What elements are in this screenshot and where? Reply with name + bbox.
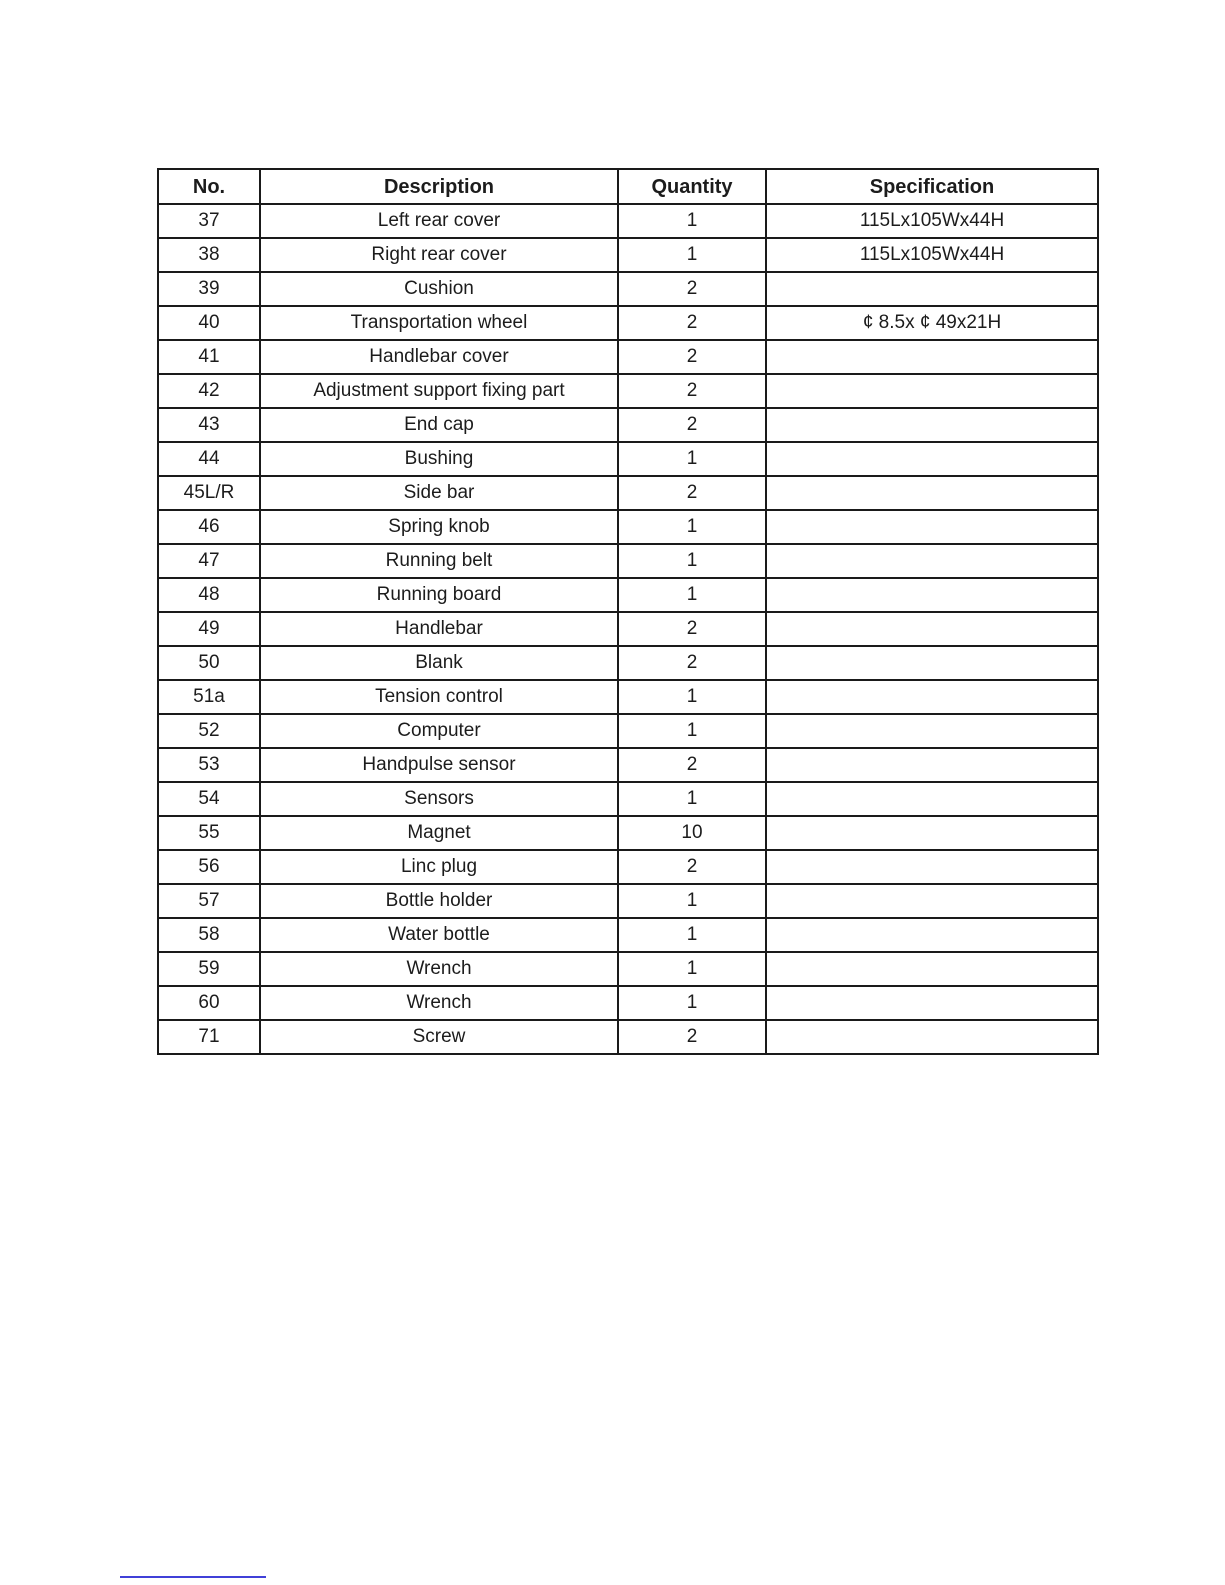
table-row <box>158 238 1098 272</box>
no-cell: 48 <box>158 578 260 612</box>
specification-cell <box>766 884 1098 918</box>
no-cell: 38 <box>158 238 260 272</box>
specification-cell <box>766 816 1098 850</box>
table-row <box>158 884 1098 918</box>
specification-cell <box>766 646 1098 680</box>
description-cell: Handlebar cover <box>260 340 618 374</box>
parts-table <box>157 168 1099 1055</box>
specification-cell <box>766 408 1098 442</box>
quantity-cell: 1 <box>618 578 766 612</box>
description-cell: Right rear cover <box>260 238 618 272</box>
description-cell: Side bar <box>260 476 618 510</box>
description-cell: Wrench <box>260 986 618 1020</box>
column-header-no: No. <box>158 169 260 204</box>
specification-cell <box>766 510 1098 544</box>
description-cell: Handlebar <box>260 612 618 646</box>
no-cell: 44 <box>158 442 260 476</box>
quantity-cell: 2 <box>618 1020 766 1054</box>
quantity-cell: 1 <box>618 510 766 544</box>
specification-cell <box>766 374 1098 408</box>
quantity-cell: 1 <box>618 238 766 272</box>
description-cell: Linc plug <box>260 850 618 884</box>
no-cell: 60 <box>158 986 260 1020</box>
quantity-cell: 1 <box>618 918 766 952</box>
quantity-cell: 2 <box>618 272 766 306</box>
specification-cell <box>766 782 1098 816</box>
table-row <box>158 782 1098 816</box>
specification-cell <box>766 986 1098 1020</box>
no-cell: 37 <box>158 204 260 238</box>
column-header-description: Description <box>260 169 618 204</box>
table-row <box>158 272 1098 306</box>
specification-cell <box>766 544 1098 578</box>
description-cell: Wrench <box>260 952 618 986</box>
specification-cell <box>766 714 1098 748</box>
description-cell: Adjustment support fixing part <box>260 374 618 408</box>
column-header-quantity: Quantity <box>618 169 766 204</box>
table-row <box>158 340 1098 374</box>
no-cell: 47 <box>158 544 260 578</box>
no-cell: 55 <box>158 816 260 850</box>
specification-cell <box>766 952 1098 986</box>
specification-cell: 115Lx105Wx44H <box>766 238 1098 272</box>
table-row <box>158 510 1098 544</box>
description-cell: Tension control <box>260 680 618 714</box>
description-cell: End cap <box>260 408 618 442</box>
table-row <box>158 612 1098 646</box>
table-row <box>158 646 1098 680</box>
no-cell: 43 <box>158 408 260 442</box>
no-cell: 45L/R <box>158 476 260 510</box>
quantity-cell: 2 <box>618 850 766 884</box>
description-cell: Handpulse sensor <box>260 748 618 782</box>
specification-cell: ¢ 8.5x ¢ 49x21H <box>766 306 1098 340</box>
specification-cell <box>766 272 1098 306</box>
description-cell: Computer <box>260 714 618 748</box>
description-cell: Running board <box>260 578 618 612</box>
specification-cell <box>766 680 1098 714</box>
quantity-cell: 2 <box>618 748 766 782</box>
table-row <box>158 374 1098 408</box>
specification-cell <box>766 850 1098 884</box>
specification-cell <box>766 612 1098 646</box>
quantity-cell: 2 <box>618 476 766 510</box>
quantity-cell: 2 <box>618 408 766 442</box>
table-row <box>158 1020 1098 1054</box>
specification-cell <box>766 340 1098 374</box>
no-cell: 41 <box>158 340 260 374</box>
quantity-cell: 1 <box>618 952 766 986</box>
table-row <box>158 680 1098 714</box>
table-row <box>158 204 1098 238</box>
description-cell: Blank <box>260 646 618 680</box>
quantity-cell: 2 <box>618 340 766 374</box>
table-row <box>158 714 1098 748</box>
no-cell: 46 <box>158 510 260 544</box>
description-cell: Left rear cover <box>260 204 618 238</box>
table-row <box>158 748 1098 782</box>
no-cell: 56 <box>158 850 260 884</box>
no-cell: 53 <box>158 748 260 782</box>
description-cell: Sensors <box>260 782 618 816</box>
table-row <box>158 306 1098 340</box>
specification-cell <box>766 476 1098 510</box>
footer-link-underline[interactable] <box>120 1576 266 1578</box>
quantity-cell: 10 <box>618 816 766 850</box>
column-header-specification: Specification <box>766 169 1098 204</box>
no-cell: 57 <box>158 884 260 918</box>
specification-cell <box>766 1020 1098 1054</box>
quantity-cell: 2 <box>618 612 766 646</box>
quantity-cell: 1 <box>618 204 766 238</box>
table-row <box>158 816 1098 850</box>
table-row <box>158 986 1098 1020</box>
specification-cell <box>766 442 1098 476</box>
table-row <box>158 544 1098 578</box>
no-cell: 54 <box>158 782 260 816</box>
quantity-cell: 2 <box>618 374 766 408</box>
quantity-cell: 2 <box>618 306 766 340</box>
description-cell: Bottle holder <box>260 884 618 918</box>
description-cell: Water bottle <box>260 918 618 952</box>
header-row <box>158 169 1098 204</box>
description-cell: Magnet <box>260 816 618 850</box>
no-cell: 50 <box>158 646 260 680</box>
table-row <box>158 476 1098 510</box>
specification-cell <box>766 748 1098 782</box>
table-row <box>158 850 1098 884</box>
no-cell: 40 <box>158 306 260 340</box>
description-cell: Screw <box>260 1020 618 1054</box>
quantity-cell: 1 <box>618 680 766 714</box>
quantity-cell: 1 <box>618 884 766 918</box>
specification-cell: 115Lx105Wx44H <box>766 204 1098 238</box>
table-row <box>158 442 1098 476</box>
description-cell: Transportation wheel <box>260 306 618 340</box>
quantity-cell: 2 <box>618 646 766 680</box>
quantity-cell: 1 <box>618 782 766 816</box>
description-cell: Bushing <box>260 442 618 476</box>
specification-cell <box>766 578 1098 612</box>
no-cell: 52 <box>158 714 260 748</box>
table-row <box>158 952 1098 986</box>
description-cell: Spring knob <box>260 510 618 544</box>
table-row <box>158 918 1098 952</box>
description-cell: Running belt <box>260 544 618 578</box>
no-cell: 71 <box>158 1020 260 1054</box>
no-cell: 58 <box>158 918 260 952</box>
description-cell: Cushion <box>260 272 618 306</box>
specification-cell <box>766 918 1098 952</box>
no-cell: 51a <box>158 680 260 714</box>
no-cell: 59 <box>158 952 260 986</box>
table-body <box>158 204 1098 1054</box>
quantity-cell: 1 <box>618 714 766 748</box>
no-cell: 49 <box>158 612 260 646</box>
no-cell: 39 <box>158 272 260 306</box>
no-cell: 42 <box>158 374 260 408</box>
table-row <box>158 578 1098 612</box>
quantity-cell: 1 <box>618 986 766 1020</box>
table-row <box>158 408 1098 442</box>
quantity-cell: 1 <box>618 442 766 476</box>
quantity-cell: 1 <box>618 544 766 578</box>
